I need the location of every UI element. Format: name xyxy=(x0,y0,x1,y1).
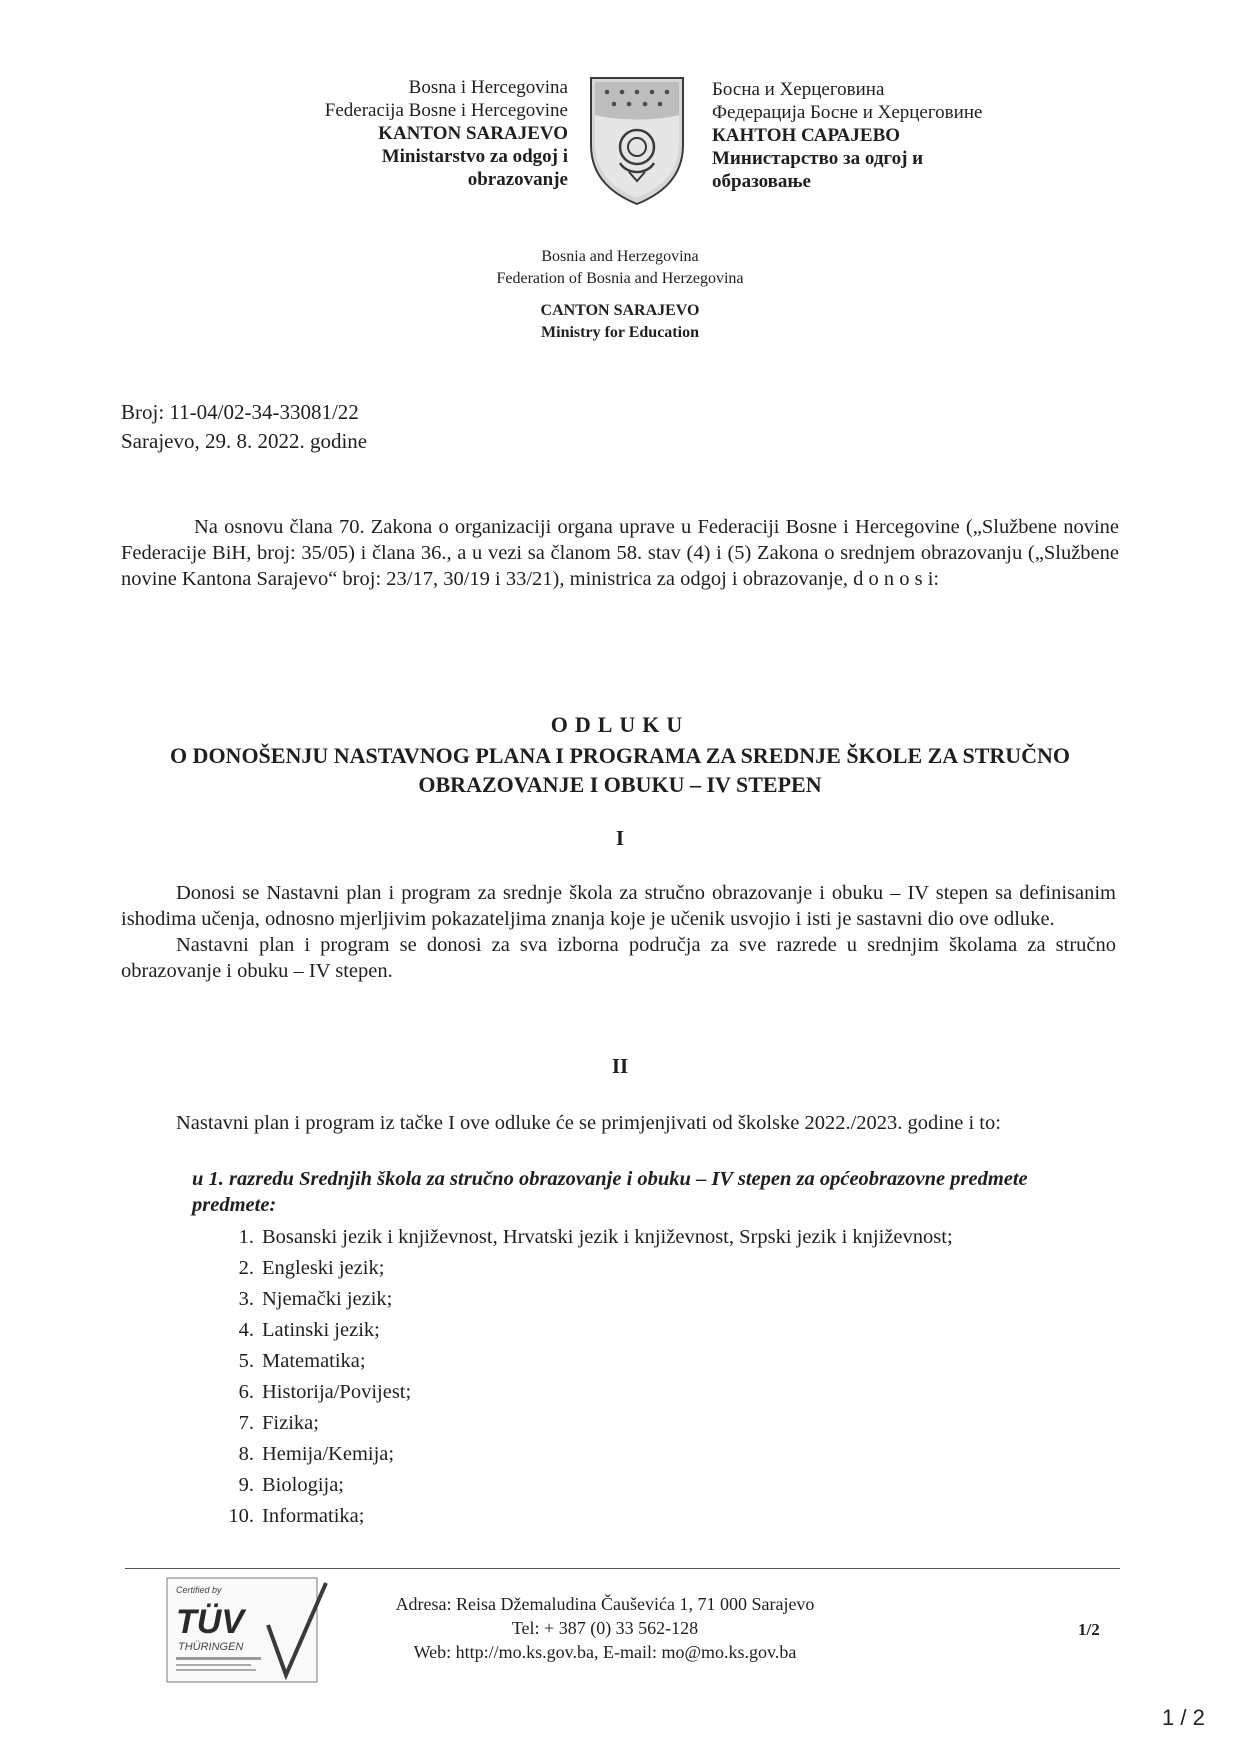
tuv-sub-text: THÜRINGEN xyxy=(178,1641,244,1653)
list-item-number: 4. xyxy=(238,1319,254,1341)
document-page-number: 1/2 xyxy=(1078,1620,1100,1639)
list-item-text: Latinski jezik; xyxy=(262,1319,380,1341)
section-1-paragraph: Donosi se Nastavni plan i program za srednje škola za stručno obrazovanje i obuku – IV stepen sa definisanim ishodima učenja, odnosno mjerljivim pokazateljima znanja koje je učenik usvojio i isti je sastavni dio ove odluke. xyxy=(121,882,1116,930)
decision-subtitle: O DONOŠENJU NASTAVNOG PLANA I PROGRAMA ZA SREDNJE ŠKOLE ZA STRUČNO OBRAZOVANJE I OBUKU – IV STEPEN xyxy=(169,743,1071,797)
reference-number: Broj: 11-04/02-34-33081/22 xyxy=(121,400,359,424)
section-1-body xyxy=(121,880,1116,984)
header-latin-line: Federacija Bosne i Hercegovine xyxy=(324,100,568,121)
list-item-text: Biologija; xyxy=(262,1474,344,1496)
list-item-text: Bosanski jezik i književnost, Hrvatski jezik i književnost, Srpski jezik i književnost; xyxy=(262,1226,953,1248)
list-item-text: Njemački jezik; xyxy=(262,1288,393,1310)
header-latin-line: KANTON SARAJEVO xyxy=(378,123,568,144)
list-item-number: 1. xyxy=(238,1226,254,1248)
intro-paragraph: Na osnovu člana 70. Zakona o organizaciji organa uprave u Federaciji Bosne i Hercegovine („Službene novine Federacije BiH, broj: 35/05) i člana 36., a u vezi sa članom 58. stav (4) i (5) Zakona o srednjem obrazovanju („Službene novine Kantona Sarajevo“ broj: 23/17, 30/19 i 33/21), ministrica za odgoj i obrazovanje, d o n o s i: xyxy=(121,516,1119,590)
section-1-paragraph: Nastavni plan i program se donosi za sva izborna područja za sve razrede u srednjim školama za stručno obrazovanje i obuku – IV stepen. xyxy=(121,934,1116,982)
footer-phone: Tel: + 387 (0) 33 562-128 xyxy=(511,1618,699,1638)
section-numeral-2: II xyxy=(611,1054,629,1078)
list-item-number: 9. xyxy=(238,1474,254,1496)
list-item xyxy=(224,1408,953,1439)
list-item-number: 3. xyxy=(238,1288,254,1310)
subject-list xyxy=(224,1222,953,1532)
tuv-certified-text: Certified by xyxy=(176,1585,222,1595)
list-item-number: 5. xyxy=(238,1350,254,1372)
section-2-subheading: u 1. razredu Srednjih škola za stručno obrazovanje i obuku – IV stepen za općeobrazovne predmete predmete: xyxy=(192,1168,1028,1216)
list-item xyxy=(224,1315,953,1346)
decision-title: ODLUKU xyxy=(550,712,690,737)
header-english xyxy=(400,246,840,290)
header-latin-line: obrazovanje xyxy=(467,169,568,190)
list-item xyxy=(224,1501,953,1532)
list-item-number: 6. xyxy=(238,1381,254,1403)
list-item-number: 8. xyxy=(238,1443,254,1465)
list-item xyxy=(224,1253,953,1284)
header-english-line: Federation of Bosnia and Herzegovina xyxy=(496,270,744,287)
list-item xyxy=(224,1439,953,1470)
viewer-page-indicator: 1 / 2 xyxy=(1162,1705,1205,1730)
section-numeral-1: I xyxy=(615,826,625,850)
list-item-text: Engleski jezik; xyxy=(262,1257,385,1279)
header-cyrillic-line: образовање xyxy=(712,171,811,192)
section-2-paragraph: Nastavni plan i program iz tačke I ove odluke će se primjenjivati od školske 2022./2023. godine i to: xyxy=(176,1112,1001,1134)
header-english-line: Ministry for Education xyxy=(541,324,699,341)
list-item-number: 10. xyxy=(228,1505,254,1527)
header-english-line: Bosnia and Herzegovina xyxy=(541,248,699,265)
footer-address: Adresa: Reisa Džemaludina Čauševića 1, 71 000 Sarajevo xyxy=(395,1594,815,1614)
list-item xyxy=(224,1284,953,1315)
header-latin-line: Ministarstvo za odgoj i xyxy=(381,146,568,167)
list-item-text: Hemija/Kemija; xyxy=(262,1443,395,1465)
list-item-text: Informatika; xyxy=(262,1505,365,1527)
list-item-number: 2. xyxy=(238,1257,254,1279)
tuv-certification-logo xyxy=(166,1577,334,1683)
list-item-text: Matematika; xyxy=(262,1350,366,1372)
list-item xyxy=(224,1222,953,1253)
list-item-text: Fizika; xyxy=(262,1412,319,1434)
header-cyrillic xyxy=(712,78,982,193)
reference-date: Sarajevo, 29. 8. 2022. godine xyxy=(121,429,368,453)
document-reference xyxy=(121,398,367,456)
header-english-line: CANTON SARAJEVO xyxy=(540,302,700,319)
list-item xyxy=(224,1346,953,1377)
header-cyrillic-line: Федерација Босне и Херцеговине xyxy=(712,102,983,123)
header-english-ministry xyxy=(400,300,840,344)
tuv-brand-text: TÜV xyxy=(176,1603,244,1641)
footer-divider xyxy=(125,1568,1120,1569)
header-latin-line: Bosna i Hercegovina xyxy=(408,77,568,98)
header-latin xyxy=(325,76,568,191)
list-item xyxy=(224,1377,953,1408)
header-cyrillic-line: Босна и Херцеговина xyxy=(712,79,885,100)
header-cyrillic-line: Министарство за одгој и xyxy=(712,148,924,169)
header-cyrillic-line: КАНТОН САРАЈЕВО xyxy=(712,125,901,146)
list-item-text: Historija/Povijest; xyxy=(262,1381,412,1403)
list-item-number: 7. xyxy=(238,1412,254,1434)
list-item xyxy=(224,1470,953,1501)
canton-crest-icon xyxy=(587,75,687,207)
footer-web: Web: http://mo.ks.gov.ba, E-mail: mo@mo.ks.gov.ba xyxy=(413,1642,797,1662)
footer-contact xyxy=(370,1592,840,1664)
